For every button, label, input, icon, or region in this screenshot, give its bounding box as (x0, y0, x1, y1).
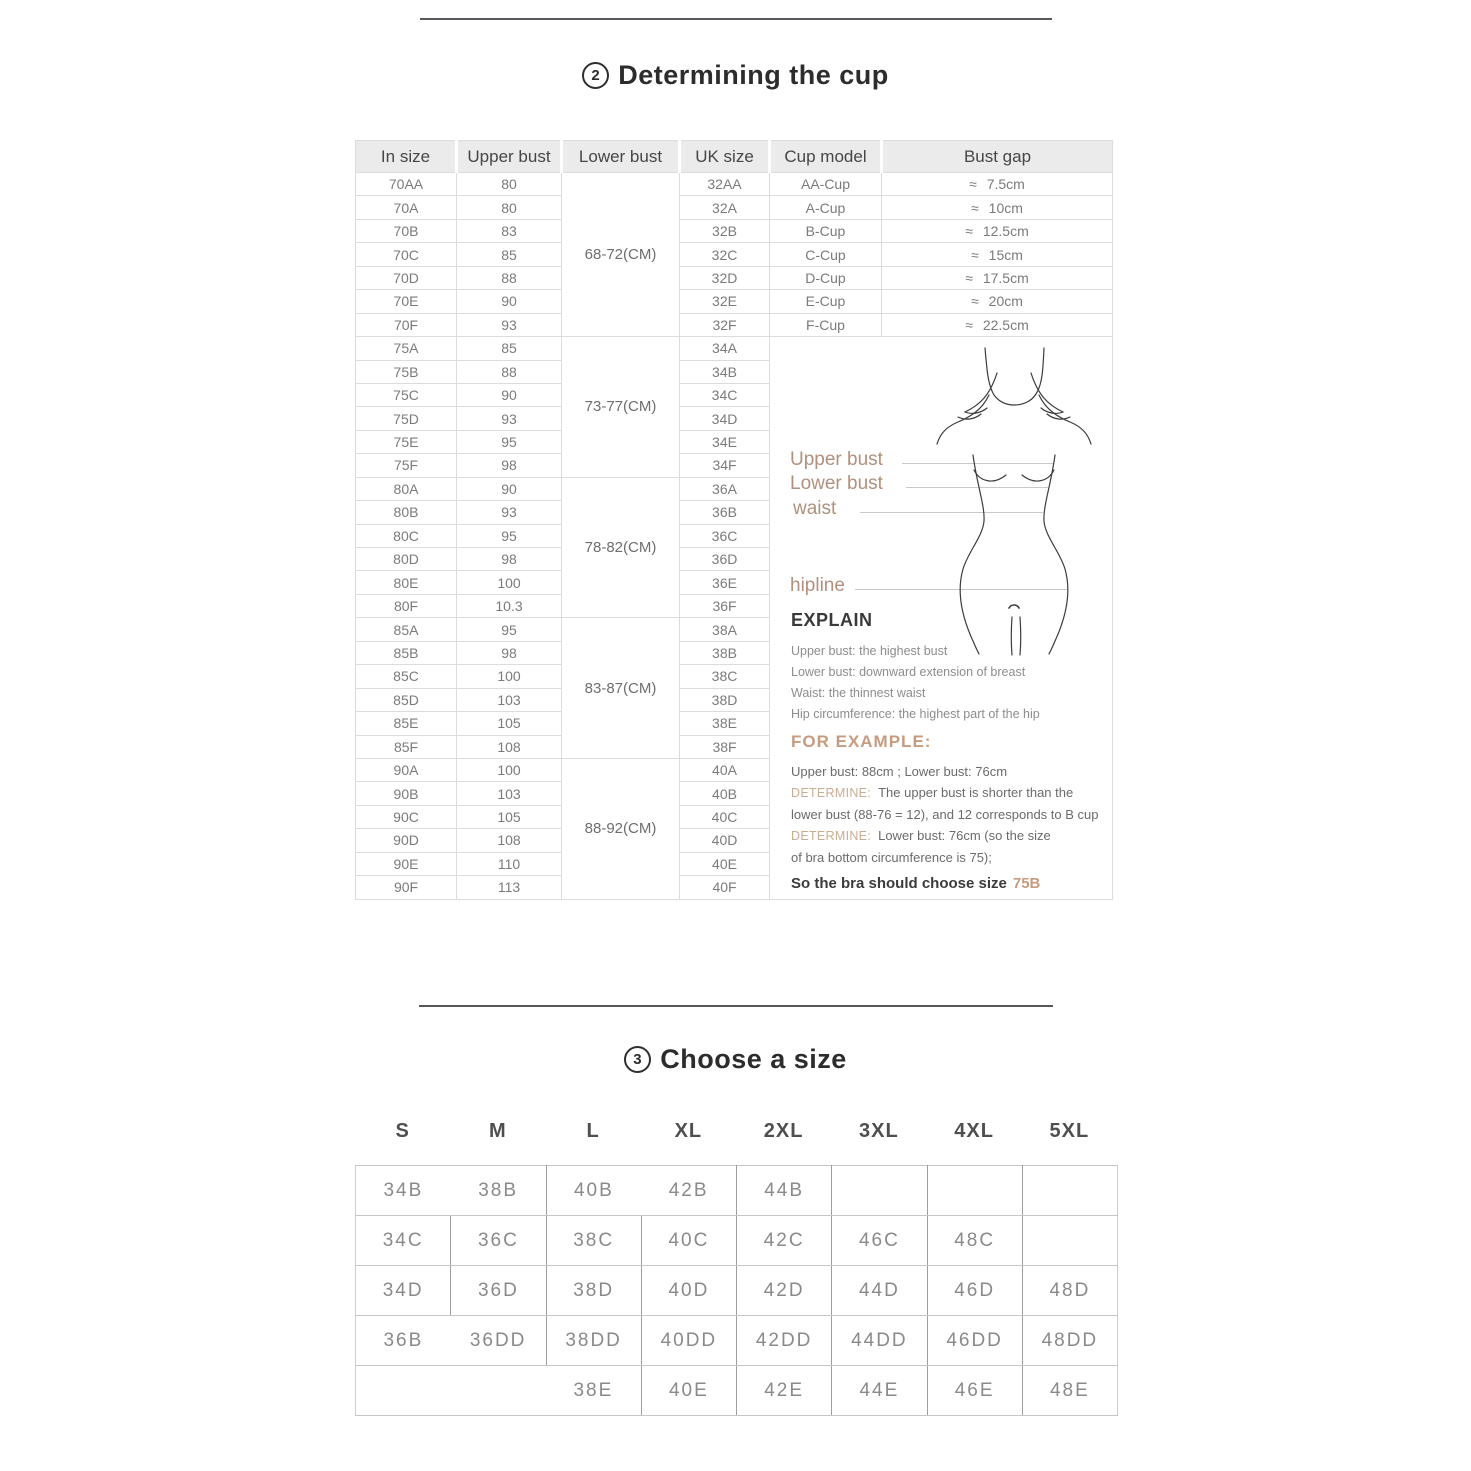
in-size-cell: 70A (356, 196, 457, 219)
size-cell: 44E (832, 1366, 927, 1416)
section2-title-text: Determining the cup (618, 60, 889, 90)
size-cell: 48E (1022, 1366, 1117, 1416)
size-header-5xl: 5XL (1049, 1120, 1090, 1142)
uk-size-cell: 40A (680, 758, 770, 781)
upper-bust-cell: 88 (457, 266, 562, 289)
uk-size-cell: 36C (680, 524, 770, 547)
uk-size-cell: 34C (680, 383, 770, 406)
uk-size-cell: 32D (680, 266, 770, 289)
cup-table-row (356, 266, 1113, 289)
size-header-s: S (395, 1120, 410, 1142)
explain-lines (791, 641, 1040, 725)
upper-bust-cell: 98 (457, 548, 562, 571)
uk-size-cell: 34E (680, 430, 770, 453)
size-cell: 42B (641, 1166, 736, 1216)
section3-number: 3 (624, 1046, 651, 1073)
in-size-cell: 85B (356, 641, 457, 664)
lower-bust-group-cell: 73-77(CM) (562, 337, 680, 478)
size-cell: 36DD (451, 1316, 546, 1366)
size-cell: 46C (832, 1216, 927, 1266)
example-determine-1 (791, 782, 1101, 804)
uk-size-cell: 36E (680, 571, 770, 594)
uk-size-cell: 40E (680, 852, 770, 875)
upper-bust-cell: 93 (457, 407, 562, 430)
in-size-cell: 70D (356, 266, 457, 289)
upper-bust-cell: 105 (457, 805, 562, 828)
explain-heading: EXPLAIN (791, 610, 873, 630)
uk-size-cell: 32A (680, 196, 770, 219)
cup-model-cell: C-Cup (770, 243, 882, 266)
size-cell: 34D (356, 1266, 451, 1316)
cup-table-row (356, 196, 1113, 219)
upper-bust-cell: 108 (457, 735, 562, 758)
size-cell: 38DD (546, 1316, 641, 1366)
size-cell: 36B (356, 1316, 451, 1366)
bust-gap-cell: ≈ 15cm (882, 243, 1113, 266)
uk-size-cell: 38A (680, 618, 770, 641)
cup-model-cell: AA-Cup (770, 173, 882, 196)
cup-table-row (356, 313, 1113, 336)
explain-line: Lower bust: downward extension of breast (791, 665, 1026, 679)
size-cell: 44B (737, 1166, 832, 1216)
in-size-cell: 75E (356, 430, 457, 453)
cup-model-cell: D-Cup (770, 266, 882, 289)
in-size-cell: 85F (356, 735, 457, 758)
header-lower-bust: Lower bust (562, 141, 680, 173)
in-size-cell: 80F (356, 594, 457, 617)
in-size-cell: 80B (356, 501, 457, 524)
uk-size-cell: 38E (680, 712, 770, 735)
size-cell-empty (1022, 1216, 1117, 1266)
for-example-heading: FOR EXAMPLE: (791, 732, 932, 751)
uk-size-cell: 40D (680, 829, 770, 852)
uk-size-cell: 40B (680, 782, 770, 805)
size-cell: 40DD (641, 1316, 736, 1366)
uk-size-cell: 38F (680, 735, 770, 758)
in-size-cell: 70F (356, 313, 457, 336)
cup-model-cell: F-Cup (770, 313, 882, 336)
determine-1-text: The upper bust is shorter than the (878, 785, 1074, 800)
size-cell: 36D (451, 1266, 546, 1316)
upper-bust-cell: 88 (457, 360, 562, 383)
size-chart-table (355, 1165, 1118, 1416)
figure-explain-region (770, 338, 1111, 898)
size-cell: 38E (546, 1366, 641, 1416)
conclusion-line (791, 873, 1101, 894)
in-size-cell: 75D (356, 407, 457, 430)
size-chart-header-row (355, 1120, 1117, 1143)
size-cell: 38B (451, 1166, 546, 1216)
conclusion-size: 75B (1012, 875, 1041, 892)
size-cell: 40D (641, 1266, 736, 1316)
upper-bust-cell: 103 (457, 782, 562, 805)
in-size-cell: 90F (356, 876, 457, 899)
size-cell-empty (1022, 1166, 1117, 1216)
in-size-cell: 90E (356, 852, 457, 875)
in-size-cell: 75A (356, 337, 457, 360)
cup-table-row (356, 173, 1113, 196)
bust-gap-cell: ≈ 22.5cm (882, 313, 1113, 336)
upper-bust-cell: 93 (457, 501, 562, 524)
size-cell-empty (451, 1366, 546, 1416)
in-size-cell: 75B (356, 360, 457, 383)
size-cell: 40B (546, 1166, 641, 1216)
section3-title (0, 1044, 1471, 1075)
size-header-m: M (489, 1120, 507, 1142)
example-determine-2 (791, 825, 1101, 847)
lower-bust-group-cell: 88-92(CM) (562, 758, 680, 899)
hipline-label: hipline (790, 575, 845, 596)
size-header-2xl: 2XL (763, 1120, 804, 1142)
explain-line: Waist: the thinnest waist (791, 686, 926, 700)
conclusion-text: So the bra should choose size (791, 875, 1007, 892)
in-size-cell: 85A (356, 618, 457, 641)
upper-bust-cell: 105 (457, 712, 562, 735)
size-cell-empty (927, 1166, 1022, 1216)
size-cell: 46DD (927, 1316, 1022, 1366)
upper-bust-cell: 95 (457, 618, 562, 641)
uk-size-cell: 32B (680, 219, 770, 242)
in-size-cell: 85C (356, 665, 457, 688)
uk-size-cell: 34B (680, 360, 770, 383)
size-chart-row (356, 1316, 1118, 1366)
uk-size-cell: 36B (680, 501, 770, 524)
middle-divider-line (419, 1005, 1053, 1007)
example-measurements: Upper bust: 88cm ; Lower bust: 76cm (791, 764, 1008, 779)
in-size-cell: 90A (356, 758, 457, 781)
determine-2-text: Lower bust: 76cm (so the size (878, 828, 1051, 843)
section2-title (0, 60, 1471, 91)
in-size-cell: 70E (356, 290, 457, 313)
size-cell: 38D (546, 1266, 641, 1316)
size-cell: 46D (927, 1266, 1022, 1316)
upper-bust-cell: 80 (457, 196, 562, 219)
size-cell: 42E (737, 1366, 832, 1416)
determine-label: DETERMINE: (791, 829, 872, 843)
section2-number: 2 (582, 62, 609, 89)
cup-table-header-row (356, 141, 1113, 173)
top-divider-line (420, 18, 1052, 20)
example-determine-2b: of bra bottom circumference is 75); (791, 850, 992, 865)
torso-figure (924, 340, 1112, 658)
uk-size-cell: 36A (680, 477, 770, 500)
size-cell: 48D (1022, 1266, 1117, 1316)
lower-bust-label: Lower bust (790, 473, 883, 494)
size-chart-row (356, 1366, 1118, 1416)
size-cell: 48DD (1022, 1316, 1117, 1366)
uk-size-cell: 34D (680, 407, 770, 430)
example-determine-1b: lower bust (88-76 = 12), and 12 corresponds to B cup (791, 807, 1099, 822)
size-chart-row (356, 1266, 1118, 1316)
uk-size-cell: 40F (680, 876, 770, 899)
size-cell: 42D (737, 1266, 832, 1316)
size-header-4xl: 4XL (954, 1120, 994, 1142)
in-size-cell: 80C (356, 524, 457, 547)
upper-bust-cell: 85 (457, 243, 562, 266)
explain-line: Hip circumference: the highest part of the hip (791, 707, 1040, 721)
lower-bust-group-cell: 78-82(CM) (562, 477, 680, 618)
in-size-cell: 85D (356, 688, 457, 711)
upper-bust-cell: 100 (457, 758, 562, 781)
uk-size-cell: 40C (680, 805, 770, 828)
size-cell: 46E (927, 1366, 1022, 1416)
lower-bust-group-cell: 83-87(CM) (562, 618, 680, 759)
cup-model-cell: B-Cup (770, 219, 882, 242)
header-in-size: In size (356, 141, 457, 173)
in-size-cell: 90D (356, 829, 457, 852)
upper-bust-cell: 90 (457, 383, 562, 406)
uk-size-cell: 38D (680, 688, 770, 711)
cup-model-cell: E-Cup (770, 290, 882, 313)
in-size-cell: 80D (356, 548, 457, 571)
waist-label: waist (793, 498, 837, 519)
uk-size-cell: 36D (680, 548, 770, 571)
cup-table-row (356, 243, 1113, 266)
size-cell: 44DD (832, 1316, 927, 1366)
size-header-l: L (586, 1120, 600, 1142)
size-cell: 42C (737, 1216, 832, 1266)
upper-bust-cell: 98 (457, 454, 562, 477)
size-cell: 40C (641, 1216, 736, 1266)
section3-title-text: Choose a size (660, 1044, 847, 1074)
uk-size-cell: 32AA (680, 173, 770, 196)
size-cell: 36C (451, 1216, 546, 1266)
upper-bust-cell: 100 (457, 571, 562, 594)
in-size-cell: 90B (356, 782, 457, 805)
upper-bust-cell: 90 (457, 477, 562, 500)
uk-size-cell: 38C (680, 665, 770, 688)
upper-bust-cell: 95 (457, 524, 562, 547)
upper-bust-cell: 95 (457, 430, 562, 453)
uk-size-cell: 32C (680, 243, 770, 266)
bust-gap-cell: ≈ 12.5cm (882, 219, 1113, 242)
upper-bust-cell: 90 (457, 290, 562, 313)
size-cell: 44D (832, 1266, 927, 1316)
bust-gap-cell: ≈ 7.5cm (882, 173, 1113, 196)
in-size-cell: 70AA (356, 173, 457, 196)
size-cell: 34B (356, 1166, 451, 1216)
header-bust-gap: Bust gap (882, 141, 1113, 173)
size-chart-row (356, 1216, 1118, 1266)
upper-bust-cell: 103 (457, 688, 562, 711)
header-cup-model: Cup model (770, 141, 882, 173)
size-cell-empty (832, 1166, 927, 1216)
cup-table-row (356, 290, 1113, 313)
size-header-3xl: 3XL (859, 1120, 899, 1142)
upper-bust-cell: 93 (457, 313, 562, 336)
in-size-cell: 80A (356, 477, 457, 500)
upper-bust-cell: 110 (457, 852, 562, 875)
header-upper-bust: Upper bust (457, 141, 562, 173)
in-size-cell: 80E (356, 571, 457, 594)
uk-size-cell: 36F (680, 594, 770, 617)
example-block (791, 761, 1101, 894)
upper-bust-cell: 10.3 (457, 594, 562, 617)
uk-size-cell: 38B (680, 641, 770, 664)
uk-size-cell: 32F (680, 313, 770, 336)
upper-bust-cell: 80 (457, 173, 562, 196)
in-size-cell: 85E (356, 712, 457, 735)
bust-gap-cell: ≈ 20cm (882, 290, 1113, 313)
size-header-xl: XL (674, 1120, 703, 1142)
cup-table-row (356, 219, 1113, 242)
uk-size-cell: 34F (680, 454, 770, 477)
cup-model-cell: A-Cup (770, 196, 882, 219)
upper-bust-cell: 85 (457, 337, 562, 360)
bust-gap-cell: ≈ 10cm (882, 196, 1113, 219)
in-size-cell: 75F (356, 454, 457, 477)
size-cell: 40E (641, 1366, 736, 1416)
size-cell-empty (356, 1366, 451, 1416)
upper-bust-label: Upper bust (790, 449, 883, 470)
upper-bust-cell: 108 (457, 829, 562, 852)
upper-bust-cell: 100 (457, 665, 562, 688)
size-cell: 48C (927, 1216, 1022, 1266)
explain-line: Upper bust: the highest bust (791, 644, 948, 658)
in-size-cell: 90C (356, 805, 457, 828)
in-size-cell: 70B (356, 219, 457, 242)
size-cell: 34C (356, 1216, 451, 1266)
uk-size-cell: 32E (680, 290, 770, 313)
upper-bust-cell: 98 (457, 641, 562, 664)
in-size-cell: 75C (356, 383, 457, 406)
in-size-cell: 70C (356, 243, 457, 266)
size-cell: 38C (546, 1216, 641, 1266)
upper-bust-cell: 83 (457, 219, 562, 242)
lower-bust-group-cell: 68-72(CM) (562, 173, 680, 337)
bust-gap-cell: ≈ 17.5cm (882, 266, 1113, 289)
header-uk-size: UK size (680, 141, 770, 173)
size-chart-row (356, 1166, 1118, 1216)
determine-label: DETERMINE: (791, 786, 872, 800)
uk-size-cell: 34A (680, 337, 770, 360)
size-cell: 42DD (737, 1316, 832, 1366)
upper-bust-cell: 113 (457, 876, 562, 899)
